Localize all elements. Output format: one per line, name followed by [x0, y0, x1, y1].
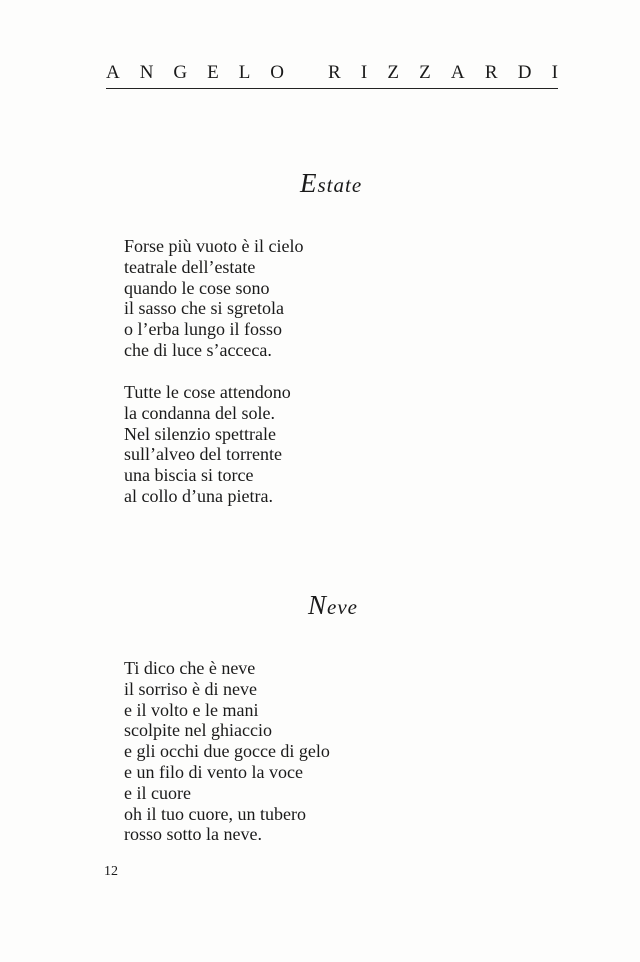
verse-line: Tutte le cose attendono	[124, 382, 291, 402]
letter: R	[328, 62, 341, 83]
verse-line: la condanna del sole.	[124, 402, 275, 423]
letter: Z	[419, 62, 431, 83]
letter: Z	[387, 62, 399, 83]
verse-line: al collo d’una pietra.	[124, 485, 273, 506]
stanza	[124, 658, 330, 845]
running-head-author	[106, 62, 558, 84]
letter: O	[270, 62, 284, 83]
letter: R	[484, 62, 498, 83]
letter: A	[106, 62, 120, 83]
letter: E	[207, 62, 219, 83]
page-number: 12	[104, 864, 118, 879]
letter: G	[173, 62, 188, 83]
verse-line: Nel silenzio spettrale	[124, 423, 276, 444]
title-initial: N	[308, 590, 328, 620]
verse-line: quando le cose sono	[124, 277, 270, 298]
verse-line: che di luce s’acceca.	[124, 339, 272, 360]
verse-line: scolpite nel ghiaccio	[124, 720, 272, 741]
title-initial: E	[300, 168, 318, 198]
verse-line: teatrale dell’estate	[124, 256, 256, 277]
verse-line: rosso sotto la neve.	[124, 824, 262, 845]
stanza	[124, 382, 291, 507]
letter: I	[551, 62, 558, 83]
letter: L	[238, 62, 251, 83]
poem-title-neve	[308, 590, 358, 621]
verse-line: e il cuore	[124, 782, 191, 803]
verse-line: una biscia si torce	[124, 465, 254, 486]
letter: A	[450, 62, 465, 83]
letter: N	[139, 62, 154, 83]
verse-line: e gli occhi due gocce di gelo	[124, 741, 330, 762]
verse-line: oh il tuo cuore, un tubero	[124, 803, 306, 824]
title-rest: state	[317, 173, 363, 197]
running-head-first-name	[106, 62, 284, 84]
verse-line: sull’alveo del torrente	[124, 444, 282, 465]
running-head-last-name	[328, 62, 558, 84]
letter: D	[517, 62, 532, 83]
letter: I	[360, 62, 368, 83]
stanza	[124, 236, 303, 361]
verse-line: il sasso che si sgretola	[124, 298, 284, 319]
verse-line: Forse più vuoto è il cielo	[124, 236, 304, 256]
title-rest: eve	[327, 595, 358, 619]
poem-title-estate	[300, 168, 362, 199]
verse-line: il sorriso è di neve	[124, 678, 257, 699]
verse-line: e il volto e le mani	[124, 699, 259, 720]
verse-line: o l’erba lungo il fosso	[124, 319, 282, 340]
verse-line: Ti dico che è neve	[124, 658, 256, 678]
header-rule	[106, 88, 558, 89]
verse-line: e un filo di vento la voce	[124, 761, 303, 782]
